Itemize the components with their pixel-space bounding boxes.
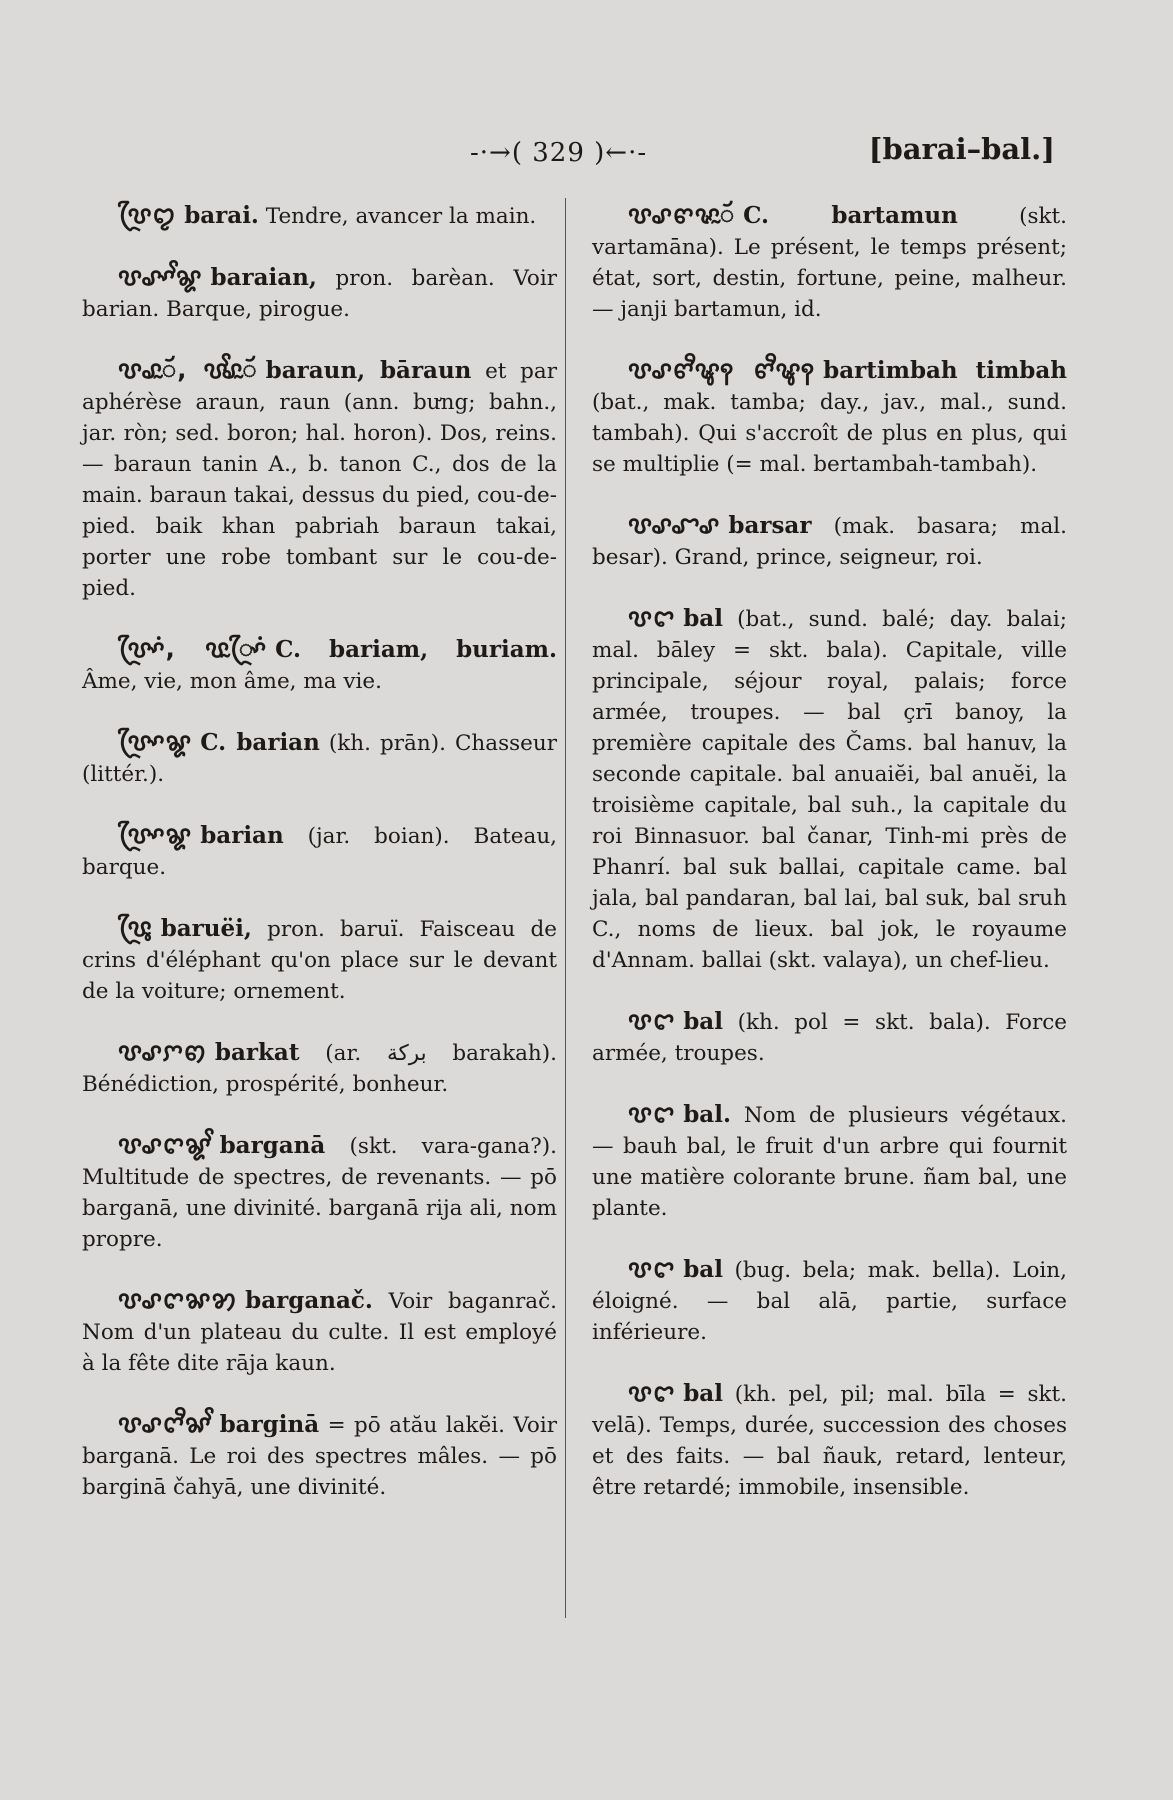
dictionary-entry xyxy=(592,603,1067,976)
dictionary-entry xyxy=(592,1099,1067,1224)
definition: (kh. prān). Chasseur (littér.). xyxy=(82,731,557,787)
definition: (bat., mak. tamba; day., jav., mal., sund. tambah). Qui s'accroît de plus en plus, qui se multiplie (= mal. bertambah-tambah). xyxy=(592,390,1067,477)
definition: (skt. vartamāna). Le présent, le temps présent; état, sort, destin, fortune, peine, malheur. — janji bartamun, id. xyxy=(592,204,1067,322)
dictionary-entry xyxy=(592,355,1067,480)
cham-script: ꨝꨣꨭꨮ, ꨝꨩꨣꨭꨮ xyxy=(118,356,258,384)
headword: bal xyxy=(683,1008,723,1035)
definition: (bat., sund. balé; day. balai; mal. bāley = skt. bala). Capitale, ville principale, séjour royal, palais; force armée, troupes. — bal çrī banoy, la première capitale des Čams. bal hanuv, la seconde capitale. bal anuaiĕi, bal anuĕi, la troisième capitale, bal suh., la capitale du roi Binnasuor. bal čanar, Tinh-mi près de Phanrí. bal suk ballai, capitale came. bal jala, bal pandaran, bal lai, bal suk, bal sruh C., noms de lieux. bal jok, le royaume d'Annam. ballai (skt. valaya), un chef-lieu. xyxy=(592,607,1067,973)
dictionary-entry xyxy=(82,820,557,883)
headword: barsar xyxy=(728,512,812,539)
definition: (bug. bela; mak. bella). Loin, éloigné. — bal alā, partie, surface inférieure. xyxy=(592,1258,1067,1345)
headword: barganā xyxy=(219,1132,326,1159)
cham-script: ꨝꨴꨶ xyxy=(118,914,153,942)
definition: (kh. pel, pil; mal. bīla = skt. velā). Temps, durée, succession des choses et des faits. — bal ñauk, retard, lenteur, être retardé; immobile, insensible. xyxy=(592,1382,1067,1500)
dictionary-entry xyxy=(82,727,557,790)
definition: Âme, vie, mon âme, ma vie. xyxy=(82,669,382,694)
headword: bal. xyxy=(683,1101,731,1128)
headword: C. bartamun xyxy=(743,202,958,229)
definition: = pō atău lakĕi. Voir barganā. Le roi des spectres mâles. — pō barginā čahyā, une divinité. xyxy=(82,1413,557,1500)
headword: barkat xyxy=(214,1039,300,1066)
entry-range: [barai–bal.] xyxy=(868,132,1055,166)
definition: Nom de plusieurs végétaux. — bauh bal, le fruit d'un arbre qui fournit une matière colorante brune. ñam bal, une plante. xyxy=(592,1103,1068,1221)
definition: Voir baganrač. Nom d'un plateau du culte. Il est employé à la fête dite rāja kaun. xyxy=(82,1289,557,1376)
cham-script: ꨝꨣꨓꨟꨭꨮ xyxy=(628,201,736,229)
dictionary-entry xyxy=(82,913,557,1007)
headword: barai. xyxy=(184,202,259,229)
cham-script: ꨝꨴꨳꨘ xyxy=(118,728,193,756)
cham-script: ꨝꨤ xyxy=(628,1379,676,1407)
cham-script: ꨝꨤ xyxy=(628,604,676,632)
dictionary-entry xyxy=(592,1006,1067,1069)
dictionary-entry xyxy=(82,355,557,604)
cham-script: ꨝꨤ xyxy=(628,1100,676,1128)
dictionary-entry xyxy=(82,262,557,325)
headword: baraian, xyxy=(210,264,317,291)
cham-script: ꨝꨴꨄ xyxy=(118,201,177,229)
cham-script: ꨝꨤ xyxy=(628,1007,676,1035)
headword: barganač. xyxy=(245,1287,373,1314)
headword: C. bariam, buriam. xyxy=(275,636,557,663)
cham-script: ꨝꨤ xyxy=(628,1255,676,1283)
cham-script: ꨝꨣꨈꨘꨩ xyxy=(118,1131,212,1159)
cham-script: ꨝꨣꨈꨪꨗꨩ xyxy=(118,1410,212,1438)
cham-script: ꨝꨣꨳꨩꨘ xyxy=(118,263,203,291)
definition: (jar. boian). Bateau, barque. xyxy=(82,824,557,880)
dictionary-entry xyxy=(82,1130,557,1255)
dictionary-entry xyxy=(82,200,557,232)
page-header xyxy=(0,132,1173,178)
headword: barian xyxy=(200,822,284,849)
headword: bartimbah timbah xyxy=(823,357,1068,384)
cham-script: ꨝꨣꨈꨗꩄ xyxy=(118,1286,238,1314)
definition: pron. barèan. Voir barian. Barque, pirogue. xyxy=(82,266,557,322)
dictionary-entry xyxy=(82,1409,557,1503)
dictionary-entry xyxy=(82,1285,557,1379)
dictionary-entry xyxy=(592,510,1067,573)
cham-script: ꨝꨴꨳꩌ, ꨝꨭꨴꨳꩌ xyxy=(118,635,268,663)
cham-script: ꨝꨣꨆꩅ xyxy=(118,1038,207,1066)
cham-script: ꨝꨣꨓꨪꨡꩍ ꨓꨪꨡꩍ xyxy=(628,356,816,384)
definition: et par aphérèse araun, raun (ann. bưng; bahn., jar. ròn; sed. boron; hal. horon). Dos, reins. — baraun tanin A., b. tanon C., dos de la main. baraun takai, dessus du pied, cou-de-pied. baik khan pabriah baraun takai, porter une robe tombant sur le cou-de-pied. xyxy=(82,359,558,601)
definition: (ar. بركة barakah). Bénédiction, prospérité, bonheur. xyxy=(82,1041,557,1097)
definition: Tendre, avancer la main. xyxy=(265,204,537,229)
definition: pron. baruï. Faisceau de crins d'éléphant qu'on place sur le devant de la voiture; ornement. xyxy=(82,917,557,1004)
headword: C. barian xyxy=(200,729,320,756)
headword: baraun, bāraun xyxy=(265,357,472,384)
definition: (skt. vara-gana?). Multitude de spectres, de revenants. — pō barganā, une divinité. barganā rija ali, nom propre. xyxy=(82,1134,557,1252)
column-divider xyxy=(565,198,566,1618)
dictionary-entry xyxy=(592,200,1067,325)
definition: (mak. basara; mal. besar). Grand, prince, seigneur, roi. xyxy=(592,514,1067,570)
cham-script: ꨝꨴꨳꨘ xyxy=(118,821,193,849)
cham-script: ꨝꨣꨧꨣ xyxy=(628,511,721,539)
dictionary-entry xyxy=(82,634,557,697)
definition: (kh. pol = skt. bala). Force armée, troupes. xyxy=(592,1010,1067,1066)
headword: bal xyxy=(683,605,723,632)
dictionary-entry xyxy=(592,1378,1067,1503)
headword: bal xyxy=(683,1256,723,1283)
right-column xyxy=(592,200,1067,1533)
headword: bal xyxy=(683,1380,723,1407)
dictionary-entry xyxy=(592,1254,1067,1348)
page-number: -·→( 329 )←·- xyxy=(470,138,648,168)
dictionary-entry xyxy=(82,1037,557,1100)
headword: barginā xyxy=(219,1411,320,1438)
left-column xyxy=(82,200,557,1533)
headword: baruëi, xyxy=(160,915,252,942)
